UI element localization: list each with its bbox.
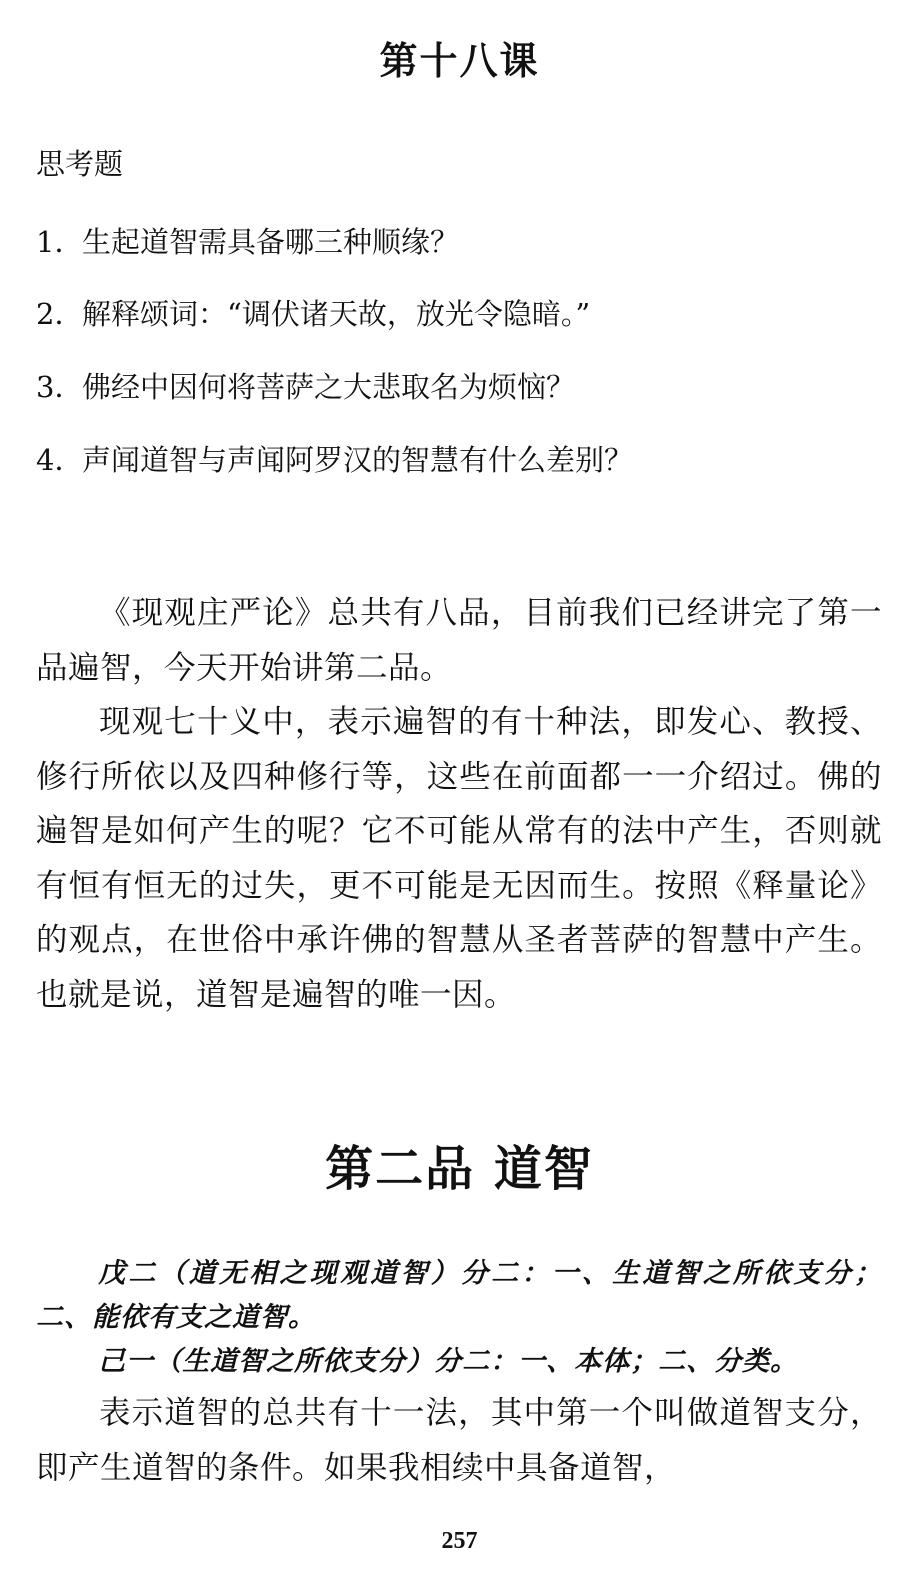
question-text: 生起道智需具备哪三种顺缘？ xyxy=(82,225,460,259)
lesson-title: 第十八课 xyxy=(379,38,540,83)
question-text: 声闻道智与声闻阿罗汉的智慧有什么差别？ xyxy=(82,443,634,477)
question-number: 2． xyxy=(36,297,84,331)
question-item xyxy=(36,292,590,333)
page-number: 257 xyxy=(441,1528,478,1554)
section-heading: 第二品 道智 xyxy=(325,1141,594,1197)
question-item xyxy=(36,365,575,406)
question-item xyxy=(36,438,633,479)
body-paragraph: 现观七十义中，表示遍智的有十种法，即发心、教授、修行所依以及四种修行等，这些在前面都一一介绍过。佛的遍智是如何产生的呢？它不可能从常有的法中产生，否则就有恒有恒无的过失，更不可能是无因而生。按照《释量论》的观点，在世俗中承许佛的智慧从圣者菩萨的智慧中产生。也就是说，道智是遍智的唯一因。 xyxy=(36,704,882,1013)
question-text: 佛经中因何将菩萨之大悲取名为烦恼？ xyxy=(82,370,576,404)
question-number: 3． xyxy=(36,370,84,404)
body-paragraph: 《现观庄严论》总共有八品，目前我们已经讲完了第一品遍智，今天开始讲第二品。 xyxy=(36,595,882,686)
question-number: 4． xyxy=(36,443,84,477)
outline-heading: 戊二（道无相之现观道智）分二：一、生道智之所依支分；二、能依有支之道智。 xyxy=(36,1258,882,1333)
questions-heading: 思考题 xyxy=(36,147,124,181)
question-item xyxy=(36,220,459,261)
question-number: 1． xyxy=(36,225,84,259)
question-text: 解释颂词：“调伏诸天故，放光令隐暗。” xyxy=(82,297,591,331)
outline-heading: 己一（生道智之所依支分）分二：一、本体；二、分类。 xyxy=(98,1346,799,1377)
body-paragraph: 表示道智的总共有十一法，其中第一个叫做道智支分，即产生道智的条件。如果我相续中具备道智， xyxy=(36,1395,882,1486)
